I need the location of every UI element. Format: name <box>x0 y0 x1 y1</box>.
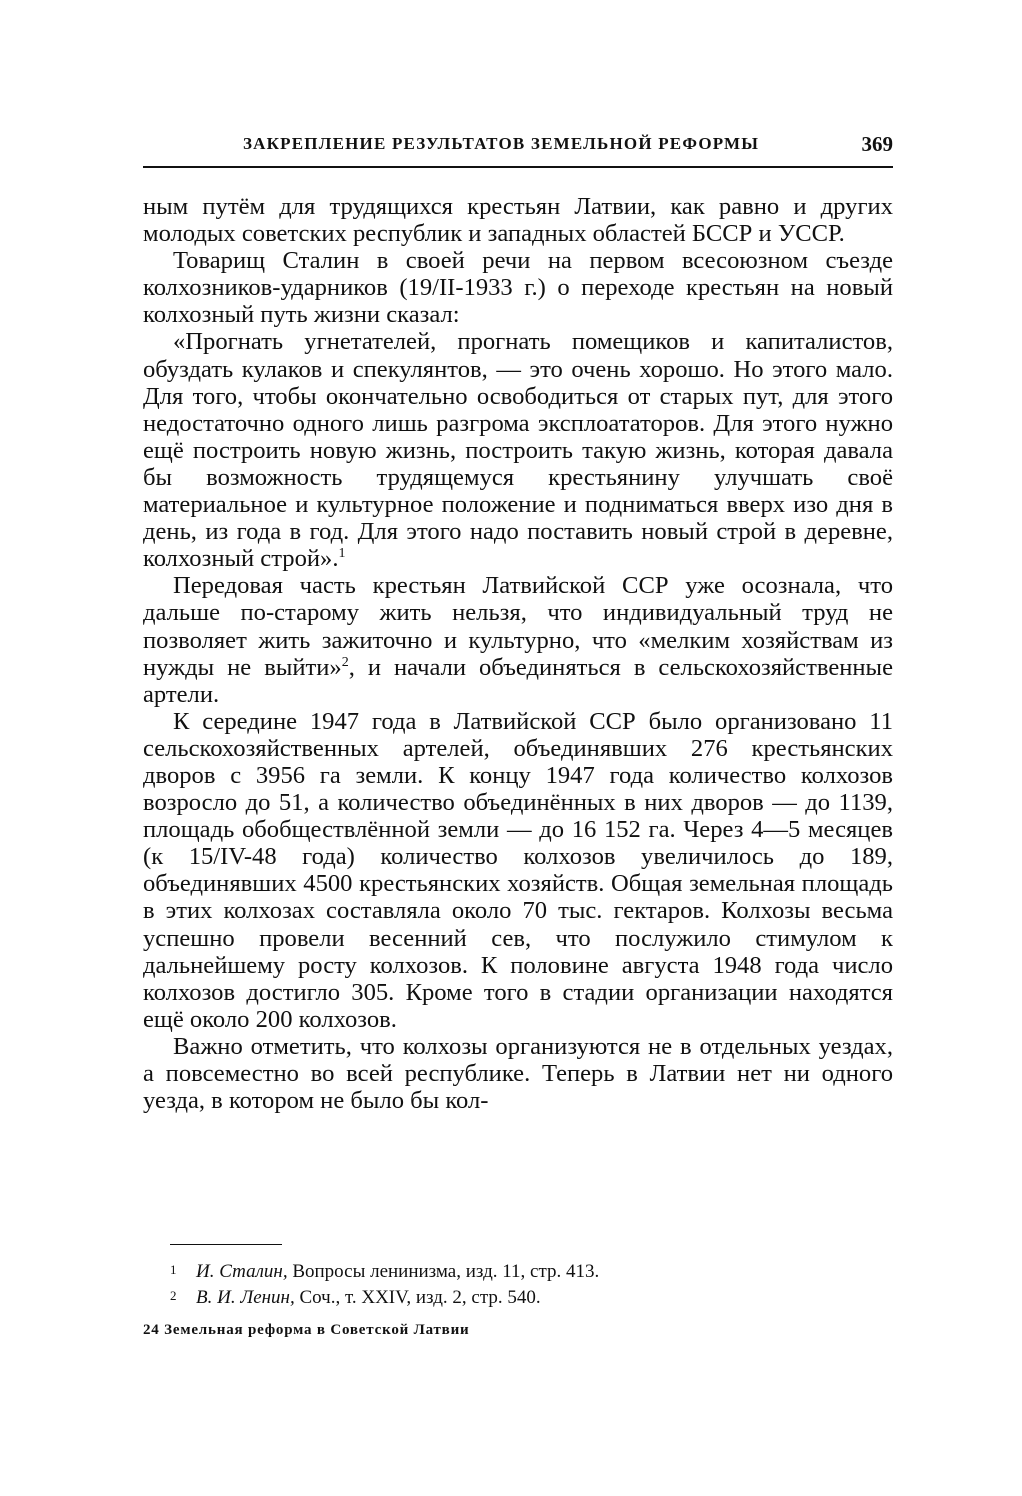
paragraph-statistics: К середине 1947 года в Латвийской ССР было организовано 11 сельскохозяйственных артелей, объединявших 276 крестьянских дворов с 3956 га земли. К концу 1947 года количество колхозов возросло до 51, а количество объединённых в них дворов — до 1139, площадь обобществлённой земли — до 16 152 га. Через 4—5 месяцев (к 15/IV-48 года) количество колхозов увеличилось до 189, объединявших 4500 крестьянских хозяйств. Общая земельная площадь в этих колхозах составляла около 70 тыс. гектаров. Колхозы весьма успешно провели весенний сев, что послужило стимулом к дальнейшему росту колхозов. К половине августа 1948 года число колхозов достигло 305. Кроме того в стадии организации находятся ещё около 200 колхозов. <box>143 707 893 1033</box>
running-title: ЗАКРЕПЛЕНИЕ РЕЗУЛЬТАТОВ ЗЕМЕЛЬНОЙ РЕФОРМЫ <box>243 134 760 153</box>
footnote-ref-1: 1 <box>338 546 346 562</box>
paragraph-peasants-text-end: , и начали объединяться в сельскохозяйственные артели. <box>143 653 893 708</box>
quote-text: «Прогнать угнетателей, прогнать помещиков и капиталистов, обуздать кулаков и спекулянтов, — это очень хорошо. Но этого мало. Для того, чтобы окончательно освободиться от старых пут, для этого недостаточно одного лишь разгрома эксплоататоров. Для этого нужно ещё построить новую жизнь, построить такую жизнь, которая давала бы возможность трудящемуся крестьянину улучшать своё материальное и культурное положение и подниматься вверх изо дня в день, из года в год. Для этого надо поставить новый строй в деревне, колхозный строй». <box>143 328 893 573</box>
footnote-divider <box>170 1244 282 1245</box>
paragraph-peasants-text: Передовая часть крестьян Латвийской ССР уже осознала, что дальше по-старому жить нельзя, что индивидуальный труд не позволяет жить зажиточно и культурно, что «мелким хозяйствам из нужды не выйти» <box>143 572 893 681</box>
running-header <box>143 132 893 168</box>
paragraph-quote <box>143 328 893 572</box>
footnote-text: Соч., т. XXIV, изд. 2, стр. 540. <box>294 1287 541 1308</box>
footnote-ref-2: 2 <box>341 654 349 670</box>
footnote-1 <box>170 1258 870 1284</box>
paragraph-stalin-speech: Товарищ Сталин в своей речи на первом всесоюзном съезде колхозников-ударников (19/II-1933 г.) о переходе крестьян на новый колхозный путь жизни сказал: <box>143 247 893 329</box>
footnote-mark: 1 <box>170 1262 177 1277</box>
footnote-text: Вопросы ленинизма, изд. 11, стр. 413. <box>287 1261 600 1282</box>
footnotes <box>170 1258 870 1310</box>
page-number: 369 <box>861 132 893 156</box>
footnote-author: В. И. Ленин, <box>196 1287 295 1308</box>
paragraph-continuation: ным путём для трудящихся крестьян Латвии, как равно и других молодых советских республик и западных областей БССР и УССР. <box>143 193 893 248</box>
printer-signature: 24 Земельная реформа в Советской Латвии <box>143 1322 470 1338</box>
paragraph-important: Важно отметить, что колхозы организуются не в отдельных уездах, а повсеместно во всей республике. Теперь в Латвии нет ни одного уезда, в котором не было бы кол- <box>143 1032 893 1115</box>
body-text <box>143 193 893 1114</box>
footnote-mark: 2 <box>170 1288 177 1303</box>
footnote-author: И. Сталин, <box>196 1261 288 1282</box>
paragraph-peasants <box>143 572 893 707</box>
footnote-2 <box>170 1284 870 1310</box>
